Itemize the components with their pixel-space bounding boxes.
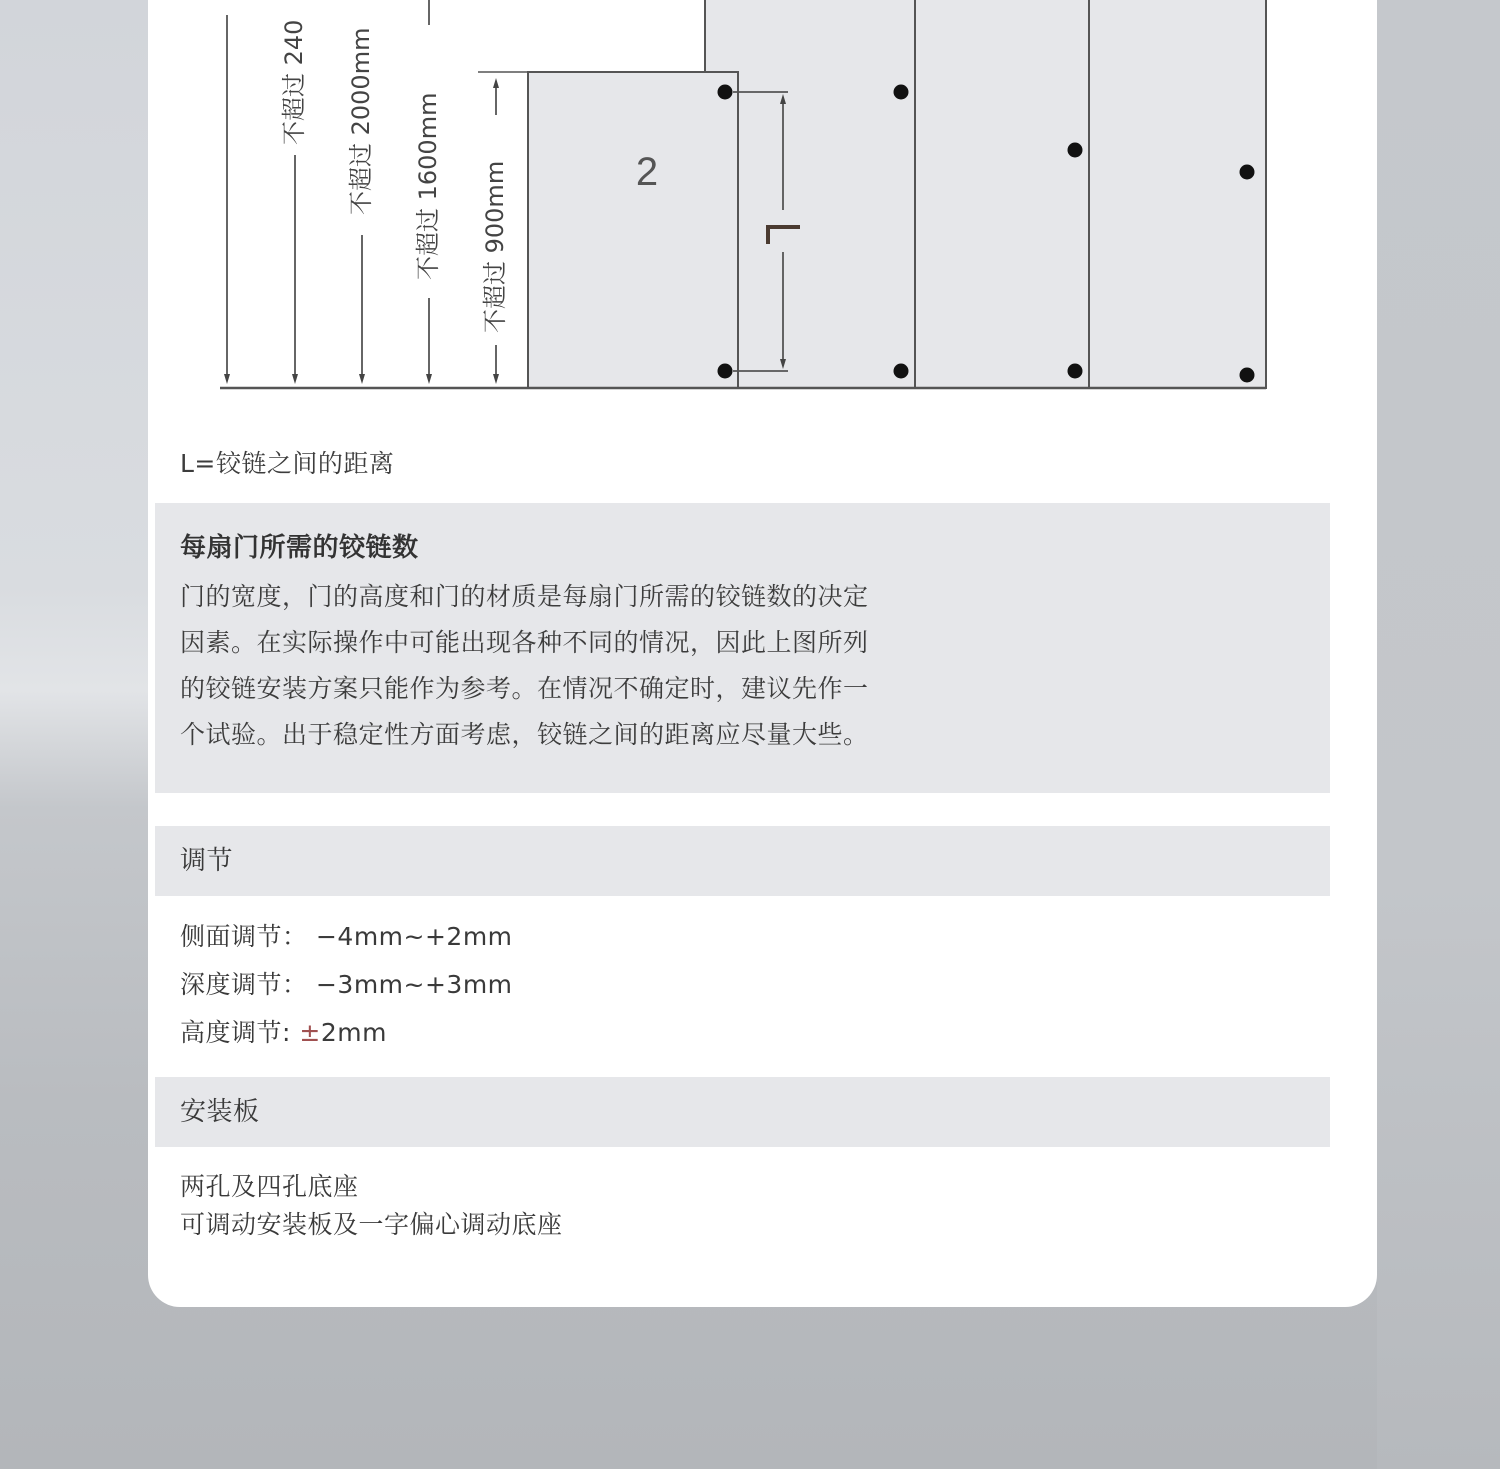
hinge-dot-icon <box>718 364 733 379</box>
door-panels <box>528 0 1266 388</box>
adjustment-item-side: 侧面调节： −4mm~+2mm <box>180 922 513 951</box>
hinge-dot-icon <box>1068 143 1083 158</box>
mounting-plate-header <box>155 1077 1330 1147</box>
l-definition-caption: L=铰链之间的距离 <box>180 449 395 478</box>
adjustment-header <box>155 826 1330 896</box>
hinge-count-title: 每扇门所需的铰链数 <box>180 533 419 563</box>
limit-label-1600: 不超过 1600mm <box>414 92 442 280</box>
adjustment-list <box>180 913 513 1057</box>
adjustment-item-height: 高度调节: ±2mm <box>180 1018 387 1047</box>
hinge-diagram <box>0 0 1500 400</box>
height-limit-labels <box>280 20 509 333</box>
door-2-hinge <box>528 72 738 388</box>
hinge-dot-icon <box>718 85 733 100</box>
limit-label-2400: 不超过 240 <box>280 19 308 145</box>
adjustment-title: 调节 <box>180 846 234 876</box>
hinge-dot-icon <box>1240 368 1255 383</box>
hinge-dot-icon <box>894 364 909 379</box>
adjustment-item-depth: 深度调节： −3mm~+3mm <box>180 970 513 999</box>
hinge-dot-icon <box>1068 364 1083 379</box>
door-5-hinge <box>1089 0 1266 388</box>
limit-label-2000: 不超过 2000mm <box>347 27 375 215</box>
mounting-plate-list <box>180 1168 563 1244</box>
hinge-count-description <box>180 574 980 758</box>
description-line: 门的宽度，门的高度和门的材质是每扇门所需的铰链数的决定 <box>180 582 869 611</box>
hinge-dot-icon <box>894 85 909 100</box>
description-line: 因素。在实际操作中可能出现各种不同的情况，因此上图所列 <box>180 628 869 657</box>
limit-label-900: 不超过 900mm <box>481 160 509 333</box>
mounting-plate-title: 安装板 <box>180 1097 260 1127</box>
description-line: 个试验。出于稳定性方面考虑，铰链之间的距离应尽量大些。 <box>180 720 869 749</box>
mounting-plate-item: 两孔及四孔底座 <box>180 1172 359 1201</box>
door-4-hinge <box>915 0 1089 388</box>
hinge-count-panel <box>155 503 1330 793</box>
description-line: 的铰链安装方案只能作为参考。在情况不确定时，建议先作一 <box>180 674 869 703</box>
mounting-plate-item: 可调动安装板及一字偏心调动底座 <box>180 1210 563 1239</box>
door-number: 2 <box>635 150 659 194</box>
hinge-dot-icon <box>1240 165 1255 180</box>
